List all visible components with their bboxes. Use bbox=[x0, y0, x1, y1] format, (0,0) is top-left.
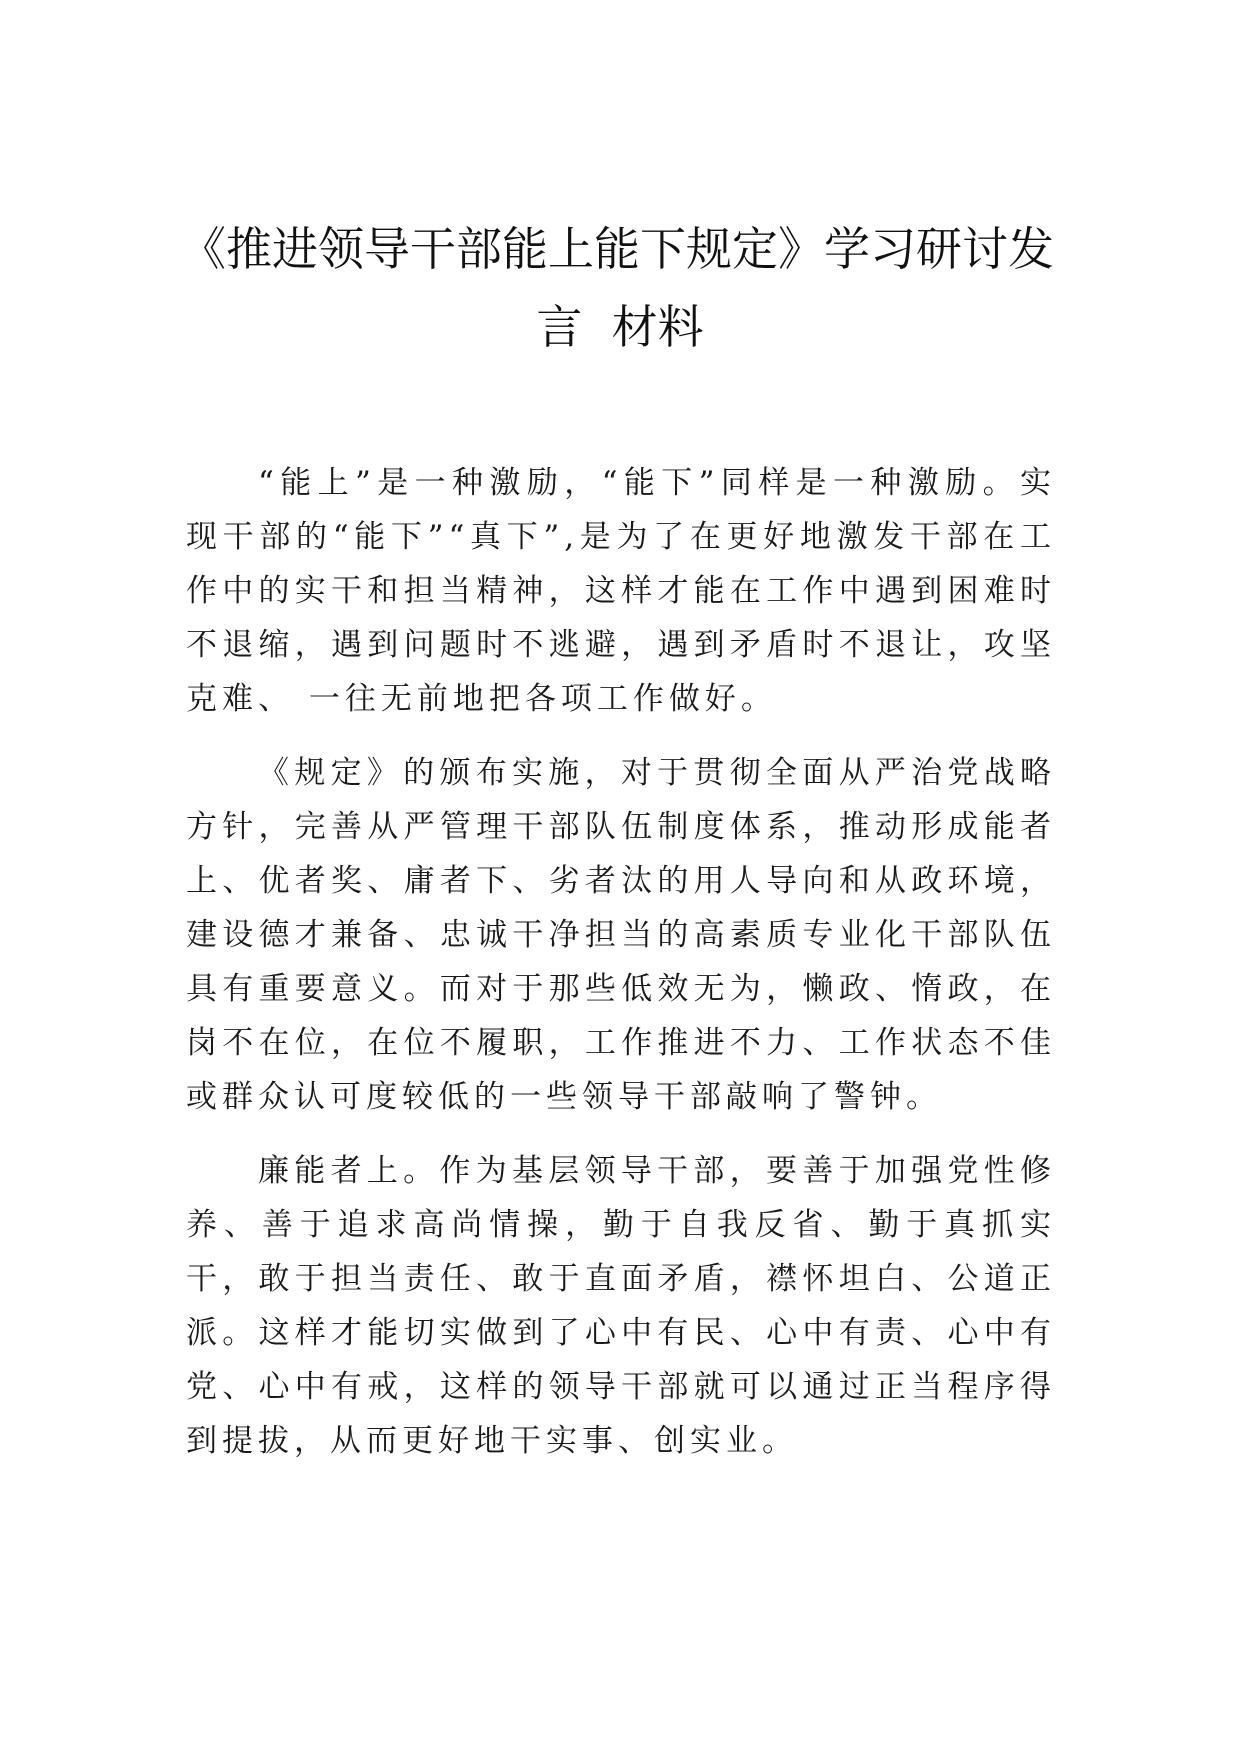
body-paragraph-1: “能上”是一种激励，“能下”同样是一种激励。实现干部的“能下”“真下”,是为了在更好地激发干部在工作中的实干和担当精神，这样才能在工作中遇到困难时不退缩，遇到问题时不逃避，遇到矛盾时不退让，攻坚克难、 一往无前地把各项工作做好。 bbox=[186, 465, 1056, 717]
body-paragraph-2: 《规定》的颁布实施，对于贯彻全面从严治党战略方针，完善从严管理干部队伍制度体系，推动形成能者上、优者奖、庸者下、劣者汰的用人导向和从政环境，建设德才兼备、忠诚干净担当的高素质专业化干部队伍具有重要意义。而对于那些低效无为，懒政、惰政，在岗不在位，在位不履职，工作推进不力、工作状态不佳或群众认可度较低的一些领导干部敲响了警钟。 bbox=[186, 755, 1056, 1115]
document-body bbox=[186, 456, 1056, 1488]
document-title-line-2: 言 材料 bbox=[536, 300, 704, 354]
document-title bbox=[180, 210, 1060, 366]
body-paragraph-3: 廉能者上。作为基层领导干部，要善于加强党性修养、善于追求高尚情操，勤于自我反省、勤于真抓实干，敢于担当责任、敢于直面矛盾，襟怀坦白、公道正派。这样才能切实做到了心中有民、心中有责、心中有党、心中有戒，这样的领导干部就可以通过正当程序得到提拔，从而更好地干实事、创实业。 bbox=[186, 1153, 1056, 1459]
document-title-line-1: 《推进领导干部能上能下规定》学习研讨发 bbox=[180, 222, 1054, 276]
